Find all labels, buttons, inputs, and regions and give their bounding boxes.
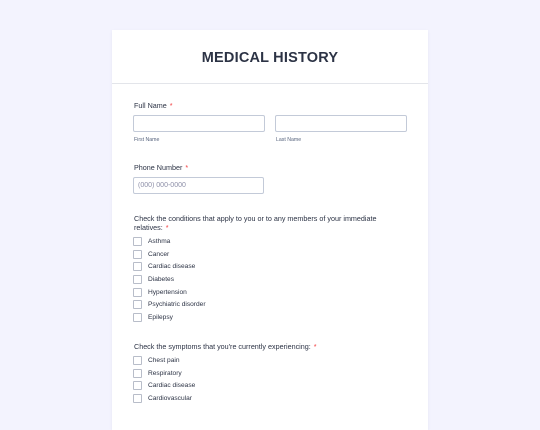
checkbox[interactable] <box>133 300 142 309</box>
condition-option-psychiatric-disorder[interactable] <box>133 300 206 310</box>
condition-option-cancer[interactable] <box>133 249 169 259</box>
form-title: MEDICAL HISTORY <box>201 49 339 66</box>
symptoms-label <box>134 342 317 351</box>
checkbox[interactable] <box>133 356 142 365</box>
option-label: Chest pain <box>148 356 180 364</box>
checkbox[interactable] <box>133 394 142 403</box>
conditions-label <box>134 214 424 232</box>
option-label: Psychiatric disorder <box>148 301 206 308</box>
symptom-option-respiratory[interactable] <box>133 368 182 378</box>
checkbox[interactable] <box>133 288 142 297</box>
option-label: Cardiac disease <box>148 382 196 389</box>
phone-number-input[interactable] <box>133 177 264 194</box>
form-header <box>112 30 428 84</box>
option-label: Cancer <box>148 250 170 258</box>
required-asterisk: * <box>165 223 169 232</box>
condition-option-asthma[interactable] <box>133 236 170 246</box>
full-name-label-text: Full Name <box>134 101 167 110</box>
first-name-sublabel: First Name <box>134 137 160 143</box>
option-label: Asthma <box>148 237 171 245</box>
symptoms-label-text: Check the symptoms that you're currently experiencing: <box>134 342 311 351</box>
checkbox[interactable] <box>133 313 142 322</box>
conditions-label-line2-wrap <box>134 223 424 232</box>
option-label: Cardiovascular <box>148 394 192 402</box>
last-name-sublabel: Last Name <box>276 137 302 143</box>
option-label: Cardiac disease <box>148 263 196 270</box>
checkbox[interactable] <box>133 275 142 284</box>
required-asterisk: * <box>185 163 189 172</box>
symptom-option-chest-pain[interactable] <box>133 355 180 365</box>
required-asterisk: * <box>313 342 317 351</box>
first-name-input[interactable] <box>133 115 265 132</box>
phone-number-label-text: Phone Number <box>134 163 183 172</box>
conditions-label-line2: relatives: <box>134 223 163 232</box>
checkbox[interactable] <box>133 250 142 259</box>
last-name-input[interactable] <box>275 115 407 132</box>
option-label: Diabetes <box>148 275 175 283</box>
required-asterisk: * <box>169 101 173 110</box>
condition-option-diabetes[interactable] <box>133 274 174 284</box>
checkbox[interactable] <box>133 237 142 246</box>
phone-number-label <box>134 163 188 172</box>
conditions-label-line1: Check the conditions that apply to you or to any members of your immediate <box>134 214 377 223</box>
full-name-label <box>134 101 173 110</box>
condition-option-epilepsy[interactable] <box>133 312 173 322</box>
checkbox[interactable] <box>133 262 142 271</box>
symptom-option-cardiac-disease[interactable] <box>133 381 195 391</box>
form-card <box>112 30 428 430</box>
option-label: Respiratory <box>148 369 182 377</box>
condition-option-hypertension[interactable] <box>133 287 187 297</box>
condition-option-cardiac-disease[interactable] <box>133 262 195 272</box>
option-label: Hypertension <box>148 288 187 296</box>
option-label: Epilepsy <box>148 313 173 321</box>
checkbox[interactable] <box>133 381 142 390</box>
checkbox[interactable] <box>133 369 142 378</box>
symptom-option-cardiovascular[interactable] <box>133 393 192 403</box>
